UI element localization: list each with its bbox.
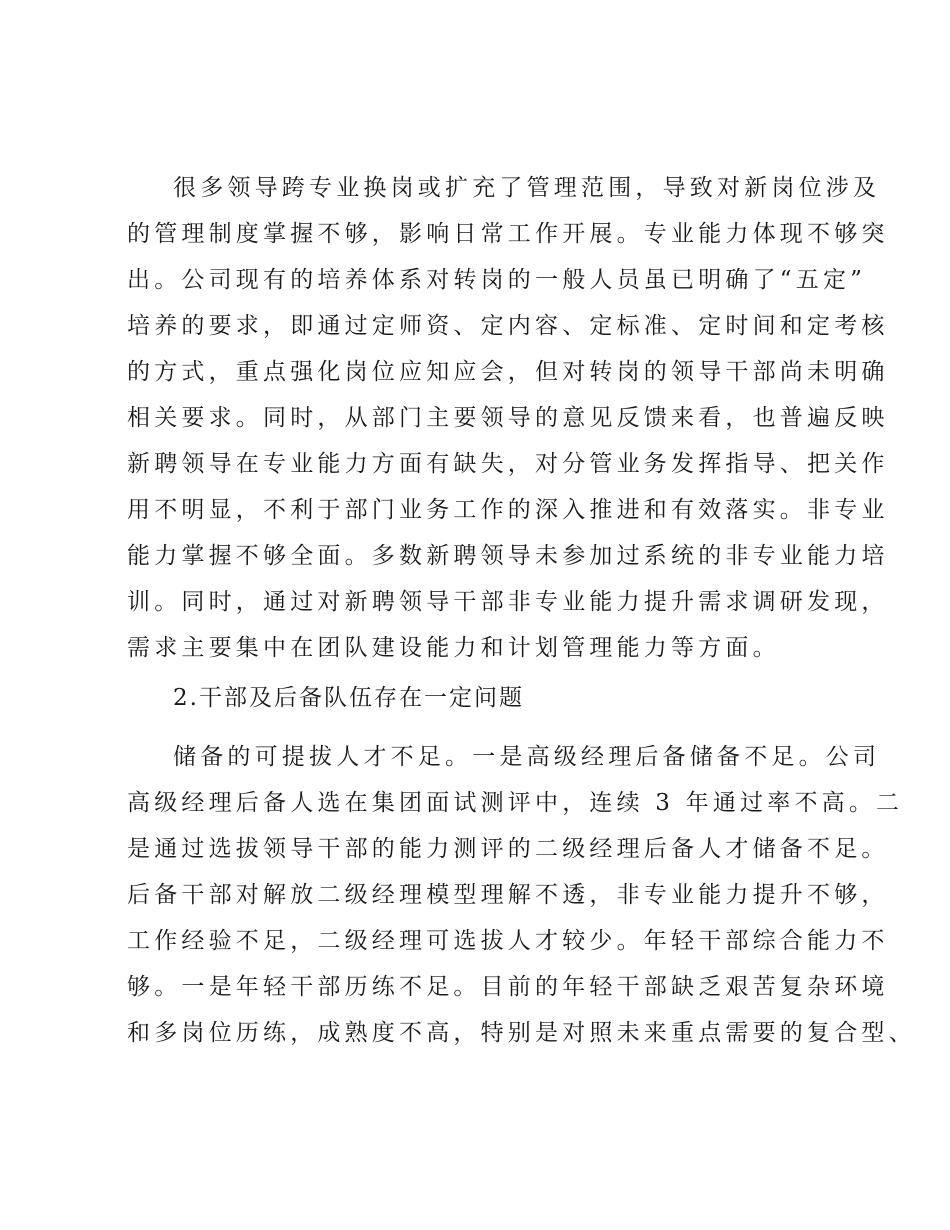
paragraph-2-line-2: 高级经理后备人选在集团面试测评中，连续 3 年通过率不高。二 [127,790,904,816]
paragraph-2-line-3: 是通过选拔领导干部的能力测评的二级经理后备人才储备不足。 [127,836,889,862]
paragraph-1-line-6: 相关要求。同时，从部门主要领导的意见反馈来看，也普遍反映 [127,405,889,431]
paragraph-2-line-4: 后备干部对解放二级经理模型理解不透，非专业能力提升不够， [127,882,889,908]
paragraph-1-line-11: 需求主要集中在团队建设能力和计划管理能力等方面。 [127,635,780,661]
paragraph-1-line-3: 出。公司现有的培养体系对转岗的一般人员虽已明确了“五定” [127,267,867,293]
section-heading-2: 2.干部及后备队伍存在一定问题 [173,685,524,711]
paragraph-2-line-7: 和多岗位历练，成熟度不高，特别是对照未来重点需要的复合型、 [127,1020,916,1046]
paragraph-2-line-1: 储备的可提拔人才不足。一是高级经理后备储备不足。公司 [173,744,881,770]
paragraph-2-line-5: 工作经验不足，二级经理可选拔人才较少。年轻干部综合能力不 [127,928,889,954]
paragraph-2-line-6: 够。一是年轻干部历练不足。目前的年轻干部缺乏艰苦复杂环境 [127,974,889,1000]
paragraph-1-line-5: 的方式，重点强化岗位应知应会，但对转岗的领导干部尚未明确 [127,359,889,385]
paragraph-1-line-8: 用不明显，不利于部门业务工作的深入推进和有效落实。非专业 [127,497,889,523]
paragraph-1-line-10: 训。同时，通过对新聘领导干部非专业能力提升需求调研发现， [127,589,889,615]
paragraph-1-line-2: 的管理制度掌握不够，影响日常工作开展。专业能力体现不够突 [127,221,889,247]
paragraph-1-line-4: 培养的要求，即通过定师资、定内容、定标准、定时间和定考核 [127,313,889,339]
paragraph-1-line-9: 能力掌握不够全面。多数新聘领导未参加过系统的非专业能力培 [127,543,889,569]
paragraph-1-line-1: 很多领导跨专业换岗或扩充了管理范围，导致对新岗位涉及 [173,175,881,201]
paragraph-1-line-7: 新聘领导在专业能力方面有缺失，对分管业务发挥指导、把关作 [127,451,889,477]
